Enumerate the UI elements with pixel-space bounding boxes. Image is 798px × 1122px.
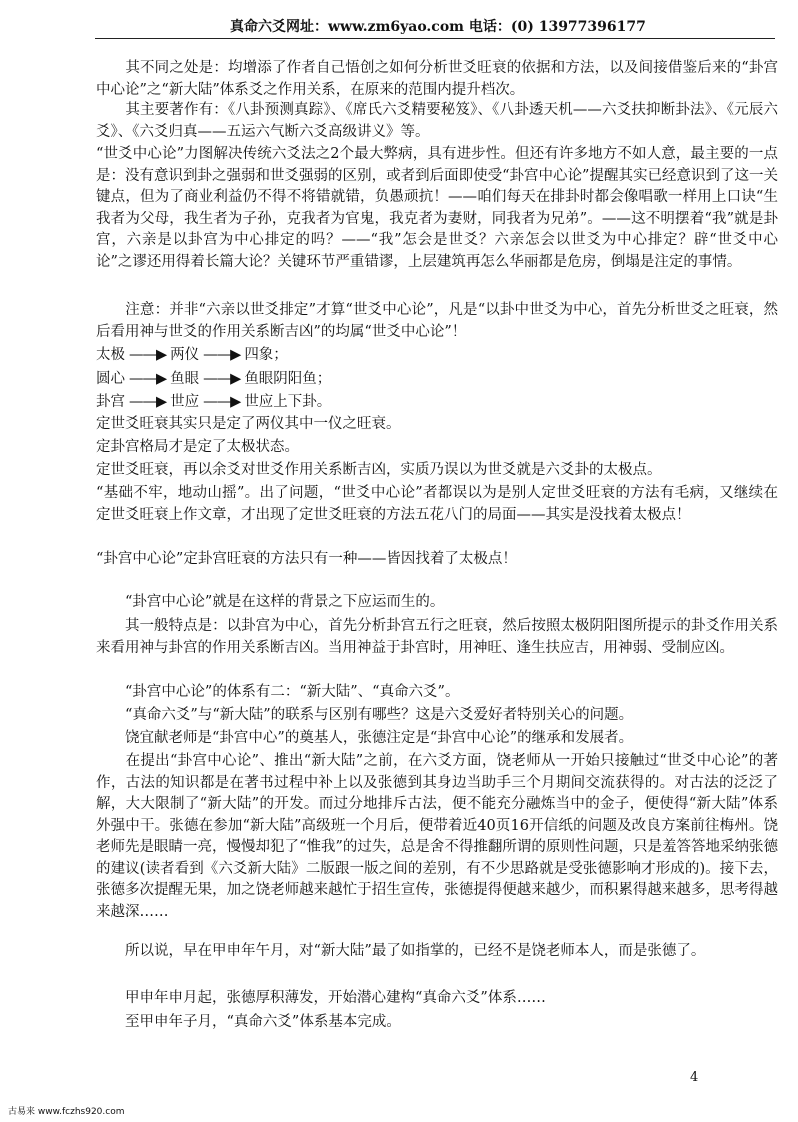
arrow-icon: ——▶ bbox=[203, 347, 241, 363]
arrow-icon: ——▶ bbox=[203, 394, 241, 410]
page-header: 真命六爻网址：www.zm6yao.com 电话：(0) 13977396177 bbox=[230, 19, 646, 35]
paragraph: 注意：并非“六亲以世爻排定”才算“世爻中心论”，凡是“以卦中世爻为中心，首先分析世爻之旺衰，然后看用神与世爻的作用关系断吉凶”的均属“世爻中心论”！ bbox=[96, 302, 778, 340]
arrow-icon: ——▶ bbox=[203, 371, 241, 387]
text-line: 定世爻旺衰其实只是定了两仪其中一仪之旺衰。 bbox=[96, 416, 401, 432]
flow-term: 世应 bbox=[170, 394, 200, 410]
flow-term: 四象； bbox=[244, 347, 288, 363]
paragraph: 甲申年申月起，张德厚积薄发，开始潜心建构“真命六爻”体系…… bbox=[96, 990, 546, 1006]
paragraph: 其不同之处是：均增添了作者自己悟创之如何分析世爻旺衰的依据和方法，以及间接借鉴后来的“卦宫中心论”之“新大陆”体系爻之作用关系，在原来的范围内提升档次。 bbox=[96, 60, 778, 98]
flow-term: 两仪 bbox=[170, 347, 200, 363]
flow-line bbox=[96, 345, 288, 366]
flow-term: 卦宫 bbox=[96, 394, 125, 410]
flow-line bbox=[96, 369, 331, 390]
page-number: 4 bbox=[690, 1070, 699, 1085]
arrow-icon: ——▶ bbox=[129, 394, 167, 410]
paragraph: 至甲申年子月，“真命六爻”体系基本完成。 bbox=[96, 1014, 401, 1030]
paragraph: 所以说，早在甲申年午月，对“新大陆”最了如指掌的，已经不是饶老师本人，而是张德了。 bbox=[96, 943, 706, 959]
flow-term: 太极 bbox=[96, 347, 125, 363]
paragraph: 其主要著作有：《八卦预测真踪》、《席氏六爻精要秘笈》、《八卦透天机——六爻扶抑断卦法》、《元辰六爻》、《六爻归真——五运六气断六爻高级讲义》等。 bbox=[96, 102, 778, 140]
flow-term: 圆心 bbox=[96, 371, 125, 387]
text-line: 定卦宫格局才是定了太极状态。 bbox=[96, 439, 299, 455]
paragraph: 其一般特点是：以卦宫为中心，首先分析卦宫五行之旺衰，然后按照太极阴阳图所提示的卦爻作用关系来看用神与卦宫的作用关系断吉凶。当用神益于卦宫时，用神旺、逢生扶应吉，用神弱、受制应凶。 bbox=[96, 618, 778, 656]
header-divider bbox=[95, 38, 775, 39]
paragraph: 定世爻旺衰，再以余爻对世爻作用关系断吉凶，实质乃误以为世爻就是六爻卦的太极点。 bbox=[96, 462, 662, 478]
paragraph: “基础不牢，地动山摇”。出了问题，“世爻中心论”者都误以为是别人定世爻旺衰的方法有毛病，又继续在定世爻旺衰上作文章，才出现了定世爻旺衰的方法五花八门的局面——其实是没找着太极点！ bbox=[96, 485, 778, 523]
flow-term: 鱼眼 bbox=[170, 371, 200, 387]
paragraph: 饶宜献老师是“卦宫中心”的奠基人，张德注定是“卦宫中心论”的继承和发展者。 bbox=[96, 730, 634, 746]
paragraph: 在提出“卦宫中心论”、推出“新大陆”之前，在六爻方面，饶老师从一开始只接触过“世爻中心论”的著作，古法的知识都是在著书过程中补上以及张德到其身边当助手三个月期间交流获得的。对古法的泛泛了解，大大限制了“新大陆”的开发。而过分地排斥古法，便不能充分融炼当中的金子，便使得“新大陆”体系外强中干。张德在参加“新大陆”高级班一个月后，便带着近40页16开信纸的问题及改良方案前往梅州。饶老师先是眼睛一亮，慢慢却犯了“惟我”的过失，总是舍不得推翻所谓的原则性问题，只是羞答答地采纳张德的建议(读者看到《六爻新大陆》二版跟一版之间的差别，有不少思路就是受张德影响才形成的)。接下去，张德多次提醒无果，加之饶老师越来越忙于招生宣传，张德提得便越来越少，而积累得越来越多，思考得越来越深…… bbox=[96, 753, 778, 920]
paragraph: “真命六爻”与“新大陆”的联系与区别有哪些？这是六爻爱好者特别关心的问题。 bbox=[96, 707, 634, 723]
paragraph: “卦宫中心论”的体系有二：“新大陆”、“真命六爻”。 bbox=[96, 684, 460, 700]
paragraph: “世爻中心论”力图解决传统六爻法之2个最大弊病，具有进步性。但还有许多地方不如人意，最主要的一点是：没有意识到卦之强弱和世爻强弱的区别，或者到后面即使受“卦宫中心论”提醒其实已经意识到了这一关键点，但为了商业利益仍不得不将错就错，负愚顽抗！——咱们每天在排卦时都会像唱歌一样用上口诀“生我者为父母，我生者为子孙，克我者为官鬼，我克者为妻财，同我者为兄弟”。——这不明摆着“我”就是卦宫，六亲是以卦宫为中心排定的吗？——“我”怎会是世爻？六亲怎会以世爻为中心排定？辟“世爻中心论”之谬还用得着长篇大论？关键环节严重错谬，上层建筑再怎么华丽都是危房，倒塌是注定的事情。 bbox=[96, 146, 778, 270]
paragraph: “卦宫中心论”就是在这样的背景之下应运而生的。 bbox=[96, 594, 445, 610]
arrow-icon: ——▶ bbox=[129, 347, 167, 363]
paragraph: “卦宫中心论”定卦宫旺衰的方法只有一种——皆因找着了太极点！ bbox=[96, 551, 517, 567]
flow-term: 世应上下卦。 bbox=[244, 394, 332, 410]
arrow-icon: ——▶ bbox=[129, 371, 167, 387]
footer-watermark: 古易来 www.fczhs920.com bbox=[8, 1107, 125, 1117]
flow-line bbox=[96, 392, 331, 413]
flow-term: 鱼眼阴阳鱼； bbox=[244, 371, 332, 387]
